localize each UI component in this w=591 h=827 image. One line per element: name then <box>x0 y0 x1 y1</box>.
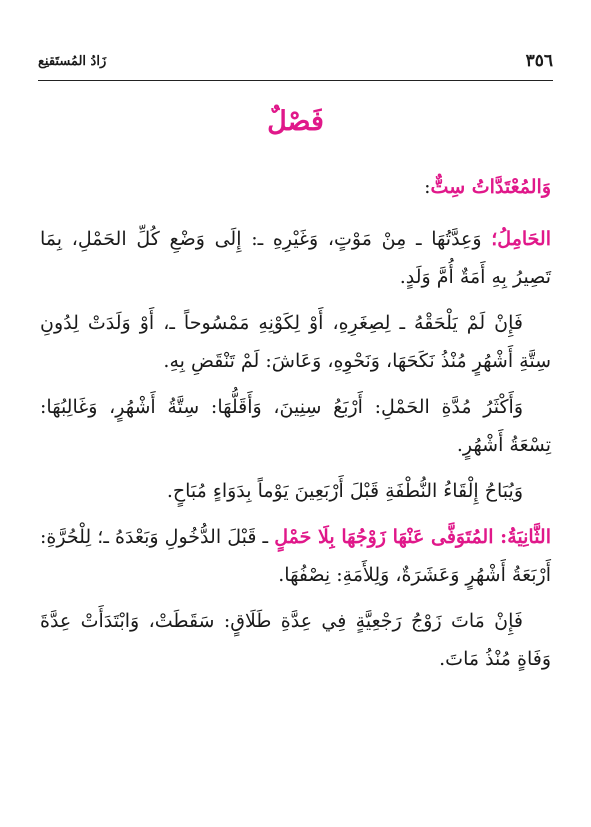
book-title: زَادُ المُستَقنِع <box>38 53 107 69</box>
paragraph <box>40 304 551 380</box>
section-heading: فَصْلٌ <box>267 106 324 137</box>
intro-colon: : <box>424 176 431 198</box>
paragraph-widow <box>40 518 551 594</box>
paragraph <box>40 388 551 464</box>
paragraph <box>40 602 551 678</box>
page-header <box>38 46 553 76</box>
paragraph-term: الثَّانِيَةُ: المُتَوَفَّى عَنْهَا زَوْجُهَا بِلَا حَمْلٍ <box>274 526 551 548</box>
paragraph-text: وَأَكْثَرُ مُدَّةِ الحَمْلِ: أَرْبَعُ سِنِينَ، وَأَقَلُّهَا: سِتَّةُ أَشْهُرٍ، وَغَالِبُهَا: تِسْعَةُ أَشْهُرٍ. <box>40 396 551 456</box>
paragraph-text: ـ قَبْلَ الدُّخُولِ وَبَعْدَهُ ـ؛ لِلْحُرَّةِ: أَرْبَعَةُ أَشْهُرٍ وَعَشَرَةٌ، وَلِلأَمَةِ: نِصْفُهَا. <box>40 526 551 586</box>
intro-heading <box>40 168 551 206</box>
page-number: ٣٥٦ <box>525 51 553 71</box>
intro-title: وَالمُعْتَدَّاتُ سِتٌّ <box>430 176 551 198</box>
paragraph-text: فَإِنْ مَاتَ زَوْجُ رَجْعِيَّةٍ فِي عِدَّةِ طَلَاقٍ: سَقَطَتْ، وَابْتَدَأَتْ عِدَّةَ وَفَاةٍ مُنْذُ مَاتَ. <box>40 610 551 670</box>
header-rule <box>38 80 553 81</box>
page-body <box>40 168 551 686</box>
paragraph <box>40 472 551 510</box>
paragraph-text: فَإِنْ لَمْ يَلْحَقْهُ ـ لِصِغَرِهِ، أَوْ لِكَوْنِهِ مَمْسُوحاً ـ، أَوْ وَلَدَتْ لِدُونِ سِتَّةِ أَشْهُرٍ مُنْذُ نَكَحَهَا، وَنَحْوِهِ، وَعَاشَ: لَمْ تَنْقَضِ بِهِ. <box>40 312 551 372</box>
paragraph-text: وَعِدَّتُهَا ـ مِنْ مَوْتٍ، وَغَيْرِهِ ـ: إِلَى وَضْعِ كُلِّ الحَمْلِ، بِمَا تَصِيرُ بِهِ أَمَةٌ أُمَّ وَلَدٍ. <box>40 228 551 288</box>
paragraph-text: وَيُبَاحُ إِلْقَاءُ النُّطْفَةِ قَبْلَ أَرْبَعِينَ يَوْماً بِدَوَاءٍ مُبَاحٍ. <box>166 480 523 502</box>
paragraph-pregnant <box>40 220 551 296</box>
paragraph-term: الحَامِلُ؛ <box>491 228 551 250</box>
